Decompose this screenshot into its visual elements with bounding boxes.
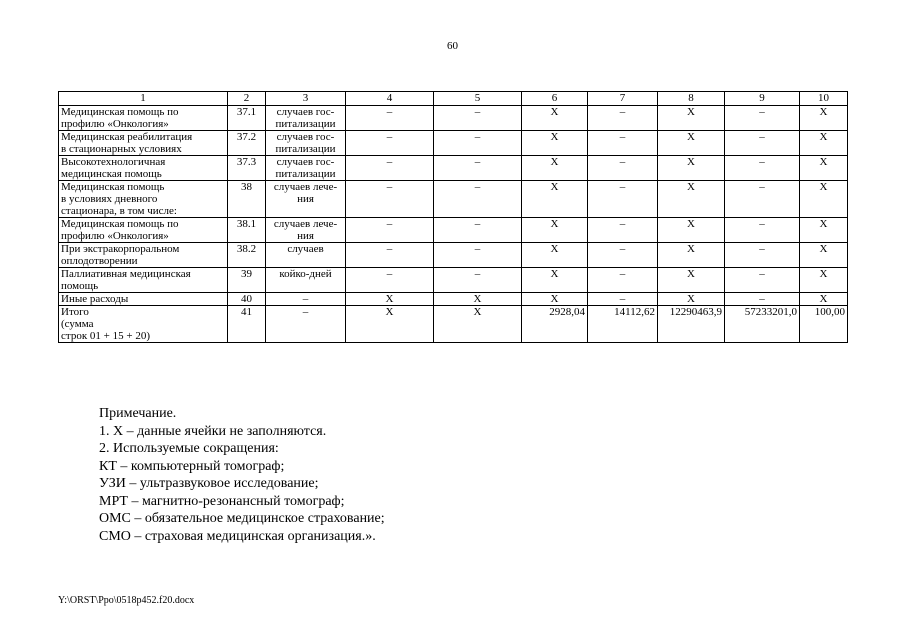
cell-value-c10: 100,00 (800, 306, 848, 343)
cell-value-c7: – (588, 106, 658, 131)
cell-value-c8: X (658, 156, 725, 181)
cell-row-code: 37.3 (228, 156, 266, 181)
column-header: 5 (434, 92, 522, 106)
cell-row-code: 38.2 (228, 243, 266, 268)
cell-indicator-name (59, 218, 228, 243)
column-header: 6 (522, 92, 588, 106)
cell-indicator-name-line: в условиях дневного (61, 193, 158, 205)
cell-value-c4: X (346, 293, 434, 306)
table-row (59, 218, 848, 243)
column-header: 2 (228, 92, 266, 106)
cell-unit (266, 293, 346, 306)
table-row-total (59, 306, 848, 343)
cell-value-c7: – (588, 181, 658, 218)
note-line: 1. X – данные ячейки не заполняются. (99, 423, 327, 439)
column-header: 7 (588, 92, 658, 106)
cell-value-c7: 14112,62 (588, 306, 658, 343)
cell-value-c9: – (725, 293, 800, 306)
cell-value-c5: – (434, 156, 522, 181)
cell-row-code: 41 (228, 306, 266, 343)
cell-unit-line: – (302, 306, 309, 318)
cell-indicator-name-line: профилю «Онкология» (61, 230, 169, 242)
cell-indicator-name (59, 106, 228, 131)
cell-value-c6: X (522, 156, 588, 181)
cell-unit-line: ния (297, 230, 314, 242)
cell-unit-line: случаев лече- (273, 218, 338, 230)
cell-value-c9: – (725, 268, 800, 293)
cell-value-c4: – (346, 156, 434, 181)
cell-value-c5: – (434, 106, 522, 131)
cell-indicator-name-line: При экстракорпоральном (61, 243, 180, 255)
cell-row-code: 38.1 (228, 218, 266, 243)
note-line: КТ – компьютерный томограф; (99, 458, 285, 474)
cell-indicator-name-line: помощь (61, 280, 99, 292)
table-row (59, 131, 848, 156)
cell-indicator-name-line: Итого (61, 306, 89, 318)
cell-indicator-name-line: Высокотехнологичная (61, 156, 166, 168)
cell-indicator-name-line: Иные расходы (61, 293, 129, 305)
table-row (59, 293, 848, 306)
cell-indicator-name (59, 268, 228, 293)
column-header: 9 (725, 92, 800, 106)
cell-value-c5: – (434, 243, 522, 268)
cell-value-c7: – (588, 268, 658, 293)
page-number: 60 (447, 40, 458, 52)
cell-value-c10: X (800, 106, 848, 131)
cell-indicator-name (59, 156, 228, 181)
cell-value-c8: X (658, 268, 725, 293)
cell-value-c4: – (346, 131, 434, 156)
cell-indicator-name-line: профилю «Онкология» (61, 118, 169, 130)
cell-unit (266, 106, 346, 131)
cell-value-c6: X (522, 243, 588, 268)
cell-unit-line: – (302, 293, 309, 305)
footer-file-path: Y:\ORST\Ppo\0518p452.f20.docx (58, 595, 195, 606)
table-header-row (59, 92, 848, 106)
cell-value-c8: X (658, 218, 725, 243)
note-line: СМО – страховая медицинская организация.». (99, 528, 376, 544)
table-row (59, 156, 848, 181)
cell-value-c8: X (658, 106, 725, 131)
cell-unit-line: койко-дней (279, 268, 332, 280)
data-table (58, 91, 848, 343)
cell-indicator-name-line: Медицинская помощь по (61, 106, 179, 118)
note-line: 2. Используемые сокращения: (99, 441, 279, 456)
cell-value-c4: – (346, 218, 434, 243)
cell-row-code: 37.1 (228, 106, 266, 131)
cell-value-c9: – (725, 156, 800, 181)
table-row (59, 181, 848, 218)
cell-value-c7: – (588, 218, 658, 243)
cell-value-c8: X (658, 181, 725, 218)
cell-value-c6: X (522, 293, 588, 306)
cell-indicator-name-line: Паллиативная медицинская (61, 268, 191, 280)
column-header: 8 (658, 92, 725, 106)
cell-indicator-name-line: Медицинская реабилитация (61, 131, 193, 143)
cell-indicator-name-line: в стационарных условиях (61, 143, 182, 155)
cell-value-c5: X (434, 306, 522, 343)
cell-row-code: 38 (228, 181, 266, 218)
cell-value-c9: 57233201,0 (725, 306, 800, 343)
cell-value-c10: X (800, 243, 848, 268)
cell-value-c10: X (800, 218, 848, 243)
cell-value-c6: X (522, 218, 588, 243)
cell-value-c8: 12290463,9 (658, 306, 725, 343)
cell-value-c7: – (588, 131, 658, 156)
cell-unit-line: питализации (275, 143, 336, 155)
column-header: 10 (800, 92, 848, 106)
cell-value-c5: X (434, 293, 522, 306)
cell-unit-line: случаев гос- (276, 131, 335, 143)
cell-unit (266, 156, 346, 181)
table-row (59, 106, 848, 131)
note-line: УЗИ – ультразвуковое исследование; (99, 476, 319, 491)
cell-value-c10: X (800, 131, 848, 156)
cell-value-c9: – (725, 131, 800, 156)
cell-value-c8: X (658, 131, 725, 156)
cell-value-c6: X (522, 106, 588, 131)
cell-value-c7: – (588, 243, 658, 268)
cell-indicator-name (59, 131, 228, 156)
column-header: 1 (59, 92, 228, 106)
cell-value-c10: X (800, 293, 848, 306)
cell-value-c6: 2928,04 (522, 306, 588, 343)
cell-value-c5: – (434, 268, 522, 293)
cell-indicator-name-line: строк 01 + 15 + 20) (61, 330, 150, 342)
cell-value-c9: – (725, 218, 800, 243)
table-row (59, 268, 848, 293)
cell-indicator-name (59, 181, 228, 218)
cell-value-c9: – (725, 181, 800, 218)
cell-indicator-name-line: Медицинская помощь по (61, 218, 179, 230)
cell-row-code: 37.2 (228, 131, 266, 156)
cell-value-c9: – (725, 243, 800, 268)
cell-value-c6: X (522, 268, 588, 293)
cell-unit (266, 181, 346, 218)
cell-indicator-name-line: (сумма (61, 318, 94, 330)
cell-unit-line: питализации (275, 118, 336, 130)
cell-value-c5: – (434, 181, 522, 218)
cell-unit-line: случаев (287, 243, 324, 255)
cell-unit (266, 243, 346, 268)
cell-value-c7: – (588, 293, 658, 306)
cell-unit-line: случаев гос- (276, 106, 335, 118)
cell-value-c4: – (346, 268, 434, 293)
note-line: ОМС – обязательное медицинское страхование; (99, 511, 385, 526)
cell-unit-line: питализации (275, 168, 336, 180)
notes-block (99, 405, 385, 545)
cell-unit-line: ния (297, 193, 314, 205)
cell-unit-line: случаев лече- (273, 181, 338, 193)
cell-value-c4: – (346, 181, 434, 218)
cell-value-c7: – (588, 156, 658, 181)
note-line: МРТ – магнитно-резонансный томограф; (99, 493, 345, 509)
table-row (59, 243, 848, 268)
column-header: 4 (346, 92, 434, 106)
cell-unit (266, 268, 346, 293)
cell-value-c6: X (522, 181, 588, 218)
cell-indicator-name (59, 293, 228, 306)
cell-row-code: 40 (228, 293, 266, 306)
cell-value-c4: – (346, 243, 434, 268)
cell-value-c10: X (800, 181, 848, 218)
cell-value-c5: – (434, 131, 522, 156)
cell-value-c8: X (658, 243, 725, 268)
notes-title: Примечание. (99, 406, 177, 421)
cell-value-c5: – (434, 218, 522, 243)
cell-indicator-name-line: Медицинская помощь (61, 181, 165, 193)
cell-unit-line: случаев гос- (276, 156, 335, 168)
cell-row-code: 39 (228, 268, 266, 293)
cell-indicator-name (59, 243, 228, 268)
cell-indicator-name-line: стационара, в том числе: (61, 205, 177, 217)
cell-value-c4: – (346, 106, 434, 131)
cell-value-c10: X (800, 156, 848, 181)
cell-value-c9: – (725, 106, 800, 131)
cell-unit (266, 131, 346, 156)
cell-indicator-name-line: оплодотворении (61, 255, 138, 267)
cell-value-c10: X (800, 268, 848, 293)
table-body (59, 106, 848, 343)
column-header: 3 (266, 92, 346, 106)
cell-value-c4: X (346, 306, 434, 343)
cell-indicator-name-line: медицинская помощь (61, 168, 162, 180)
cell-value-c8: X (658, 293, 725, 306)
cell-unit (266, 306, 346, 343)
cell-unit (266, 218, 346, 243)
cell-indicator-name (59, 306, 228, 343)
cell-value-c6: X (522, 131, 588, 156)
